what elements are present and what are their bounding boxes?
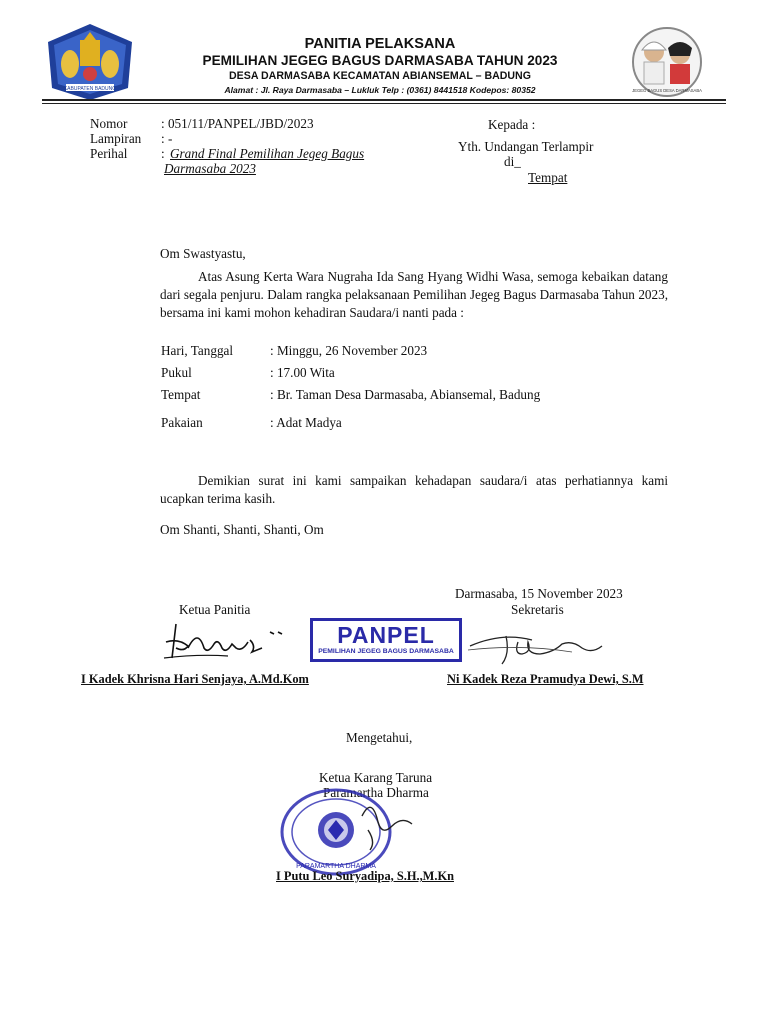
- detail-value-place: : Br. Taman Desa Darmasaba, Abiansemal, Badung: [270, 387, 541, 402]
- detail-value-attire: : Adat Madya: [270, 415, 342, 430]
- recipient-tempat: Tempat: [528, 170, 568, 185]
- recipient-kepada: Kepada :: [488, 117, 536, 132]
- header-location: DESA DARMASABA KECAMATAN ABIANSEMAL – BADUNG: [229, 70, 531, 82]
- right-signatory-name: Ni Kadek Reza Pramudya Dewi, S.M: [447, 672, 644, 686]
- left-logo: [40, 22, 140, 102]
- detail-value-time: : 17.00 Wita: [270, 365, 335, 380]
- panpel-stamp-subtitle: PEMILIHAN JEGEG BAGUS DARMASABA: [318, 648, 454, 655]
- detail-label-place: Tempat: [161, 387, 201, 402]
- lampiran-value: : -: [161, 131, 173, 146]
- nomor-label: Nomor: [90, 116, 128, 131]
- right-logo-text: JEGEG BAGUS DESA DARMASABA: [632, 88, 702, 93]
- header-title: PANITIA PELAKSANA: [304, 36, 456, 52]
- left-signatory-name: I Kadek Khrisna Hari Senjaya, A.Md.Kom: [81, 672, 309, 686]
- org-stamp: [272, 786, 432, 882]
- right-logo: [622, 26, 712, 100]
- perihal-colon: :: [161, 146, 165, 161]
- org-signatory-name: I Putu Leo Suryadipa, S.H.,M.Kn: [276, 869, 454, 883]
- panpel-stamp-title: PANPEL: [337, 622, 435, 648]
- header-divider-thin: [42, 103, 726, 104]
- org-role-2: Paramartha Dharma: [323, 785, 429, 800]
- paragraph-1: Atas Asung Kerta Wara Nugraha Ida Sang Hyang Widhi Wasa, semoga kebaikan datang dari segala penjuru. Dalam rangka pelaksanaan Pemilihan Jegeg Bagus Darmasaba Tahun 2023, bersama ini kami mohon kehadiran Saudara/i nanti pada :: [160, 269, 668, 320]
- closing: Om Shanti, Shanti, Shanti, Om: [160, 522, 324, 537]
- left-signature: [158, 618, 298, 666]
- mengetahui: Mengetahui,: [346, 730, 413, 745]
- right-signature: [462, 624, 612, 670]
- greeting: Om Swastyastu,: [160, 246, 246, 261]
- perihal-label: Perihal: [90, 146, 128, 161]
- detail-label-date: Hari, Tanggal: [161, 343, 234, 358]
- place-date: Darmasaba, 15 November 2023: [455, 586, 623, 601]
- lampiran-label: Lampiran: [90, 131, 142, 146]
- header-address: Alamat : Jl. Raya Darmasaba – Lukluk Telp : (0361) 8441518 Kodepos: 80352: [224, 85, 536, 95]
- right-role: Sekretaris: [511, 602, 564, 617]
- detail-value-date: : Minggu, 26 November 2023: [270, 343, 428, 358]
- perihal-value-line1: Grand Final Pemilihan Jegeg Bagus: [170, 146, 365, 161]
- org-stamp-text: PARAMARTHA DHARMA: [296, 863, 376, 870]
- left-logo-text: KABUPATEN BADUNG: [63, 86, 117, 92]
- left-role: Ketua Panitia: [179, 602, 251, 617]
- header-subtitle: PEMILIHAN JEGEG BAGUS DARMASABA TAHUN 2023: [202, 53, 558, 68]
- detail-label-time: Pukul: [161, 365, 192, 380]
- paragraph-2: Demikian surat ini kami sampaikan kehadapan saudara/i atas perhatiannya kami ucapkan terima kasih.: [160, 473, 668, 506]
- nomor-value: : 051/11/PANPEL/JBD/2023: [161, 116, 314, 131]
- detail-label-attire: Pakaian: [161, 415, 203, 430]
- panpel-stamp: [310, 618, 462, 662]
- perihal-value-line2: Darmasaba 2023: [164, 161, 256, 176]
- recipient-di: di_: [504, 154, 521, 169]
- org-role-1: Ketua Karang Taruna: [319, 770, 433, 785]
- recipient-yth: Yth. Undangan Terlampir: [458, 139, 594, 154]
- header-divider: [42, 99, 726, 101]
